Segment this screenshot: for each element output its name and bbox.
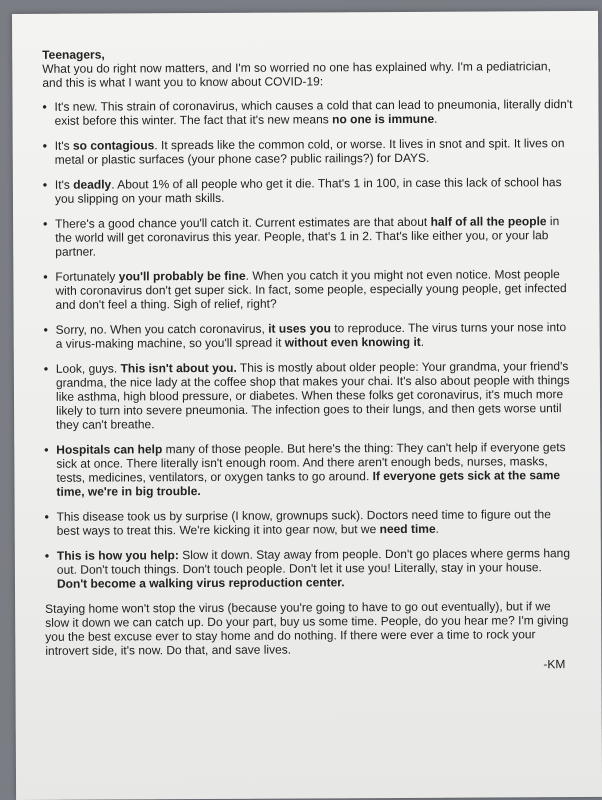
bullet-item — [43, 175, 573, 206]
text-run: . About 1% of all people who get it die. That's 1 in 100, in case this lack of school has you slipping on your math skills. — [54, 175, 562, 206]
bold-text: This isn't about you. — [120, 360, 237, 376]
bullet-item — [43, 136, 573, 167]
bullet-item — [43, 214, 573, 259]
bullet-dot-icon: • — [44, 548, 50, 563]
bullet-item — [42, 97, 572, 128]
bullet-dot-icon: • — [44, 442, 49, 457]
bullet-dot-icon: • — [43, 216, 48, 231]
bold-text: so contagious — [72, 138, 155, 153]
bullet-dot-icon: • — [43, 361, 49, 376]
bold-text: Hospitals can help — [56, 442, 163, 457]
bold-text: no one is immune — [332, 111, 435, 127]
text-run: This disease took us by surprise (I know, grownups suck). Doctors need time to figure out the best ways to treat this. We're kicking it into gear now, but we — [56, 507, 551, 538]
text-run: . — [420, 334, 425, 349]
bullet-item — [44, 320, 574, 351]
bullet-item — [45, 546, 575, 591]
bold-text: without even knowing it — [284, 334, 421, 350]
text-run: It's — [54, 177, 74, 192]
bold-text: deadly — [73, 177, 112, 192]
bold-text: need time — [379, 521, 436, 537]
letter-body — [42, 45, 575, 674]
bold-text: half of all the people — [430, 214, 547, 229]
bold-text: If everyone gets sick at the same time, we're in big trouble. — [56, 468, 561, 499]
text-run: It's new. This strain of coronavirus, which causes a cold that can lead to pneumonia, literally didn't exist before this winter. The fact that it's new means — [54, 97, 573, 128]
signature: -KM — [543, 657, 566, 672]
greeting: Teenagers, — [42, 47, 105, 62]
bullet-item — [43, 267, 573, 312]
bullet-item — [44, 359, 574, 432]
text-run: It's — [54, 138, 74, 153]
text-run: . — [435, 521, 439, 536]
bullet-dot-icon: • — [42, 99, 47, 114]
bullet-item — [45, 507, 575, 538]
text-run: in the world will get coronavirus this year. People, that's 1 in 2. That's like either you, or your lab partner. — [55, 214, 560, 259]
intro-paragraph: What you do right now matters, and I'm so worried no one has explained why. I'm a pediatrician, and this is what I want you to know about COVID-19: — [42, 59, 551, 90]
text-run: This is mostly about older people: Your grandma, your friend's grandma, the nice lady at the coffee shop that makes your chai. It's also about people with things like asthma, high blood pressure, or diabetes. When these folks get coronavirus, it's much more likely to turn into severe pneumonia. The infection goes to their lungs, and then gets worse until they can't breathe. — [55, 359, 570, 432]
text-run: Slow it down. Stay away from people. Don't go places where germs hang out. Don't touch things. Don't touch people. Don't let it use you! Literally, stay in your house. — [56, 546, 571, 577]
text-run: . — [434, 111, 438, 126]
bullet-dot-icon: • — [42, 138, 47, 153]
text-run: . When you catch it you might not even notice. Most people with coronavirus don't get super sick. In fact, some people, especially young people, get infected and don't feel a thing. Sigh of relief, right? — [55, 267, 567, 312]
bullet-dot-icon: • — [43, 322, 48, 337]
bullet-item — [44, 440, 574, 499]
bold-text: This is how you help: — [56, 548, 179, 563]
text-run: Look, guys. — [55, 361, 121, 376]
text-run: Sorry, no. When you catch coronavirus, — [55, 321, 269, 337]
bold-text: Don't become a walking virus reproduction center. — [56, 575, 345, 591]
text-run: many of those people. But here's the thing: They can't help if everyone gets sick at once. There literally isn't enough room. And there aren't enough beds, nurses, masks, tests, medicines, ventilators, or oxygen tanks to go around. — [56, 440, 566, 485]
bold-text: it uses you — [268, 321, 331, 336]
bullet-dot-icon: • — [43, 269, 48, 284]
text-run: Fortunately — [55, 269, 119, 284]
text-run: There's a good chance you'll catch it. Current estimates are that about — [55, 214, 431, 231]
bold-text: you'll probably be fine — [118, 268, 246, 284]
text-run: to reproduce. The virus turns your nose into a virus-making machine, so you'll spread it — [55, 320, 567, 351]
closing-paragraph: Staying home won't stop the virus (because you're going to have to go out eventually), but if we slow it down we can catch up. Do your part, buy us some time. People, do you hear me? I'm giving you the best excuse ever to stay home and do nothing. If there were ever a time to rock your introvert side, it's now. Do that, and save lives. — [45, 599, 569, 658]
bullet-list — [42, 97, 575, 591]
text-run: . It spreads like the common cold, or worse. It lives in snot and spit. It lives on metal or plastic surfaces (your phone case? public railings?) for DAYS. — [54, 136, 565, 167]
bullet-dot-icon: • — [44, 509, 49, 524]
bullet-dot-icon: • — [42, 177, 48, 192]
paper-sheet — [12, 11, 602, 800]
